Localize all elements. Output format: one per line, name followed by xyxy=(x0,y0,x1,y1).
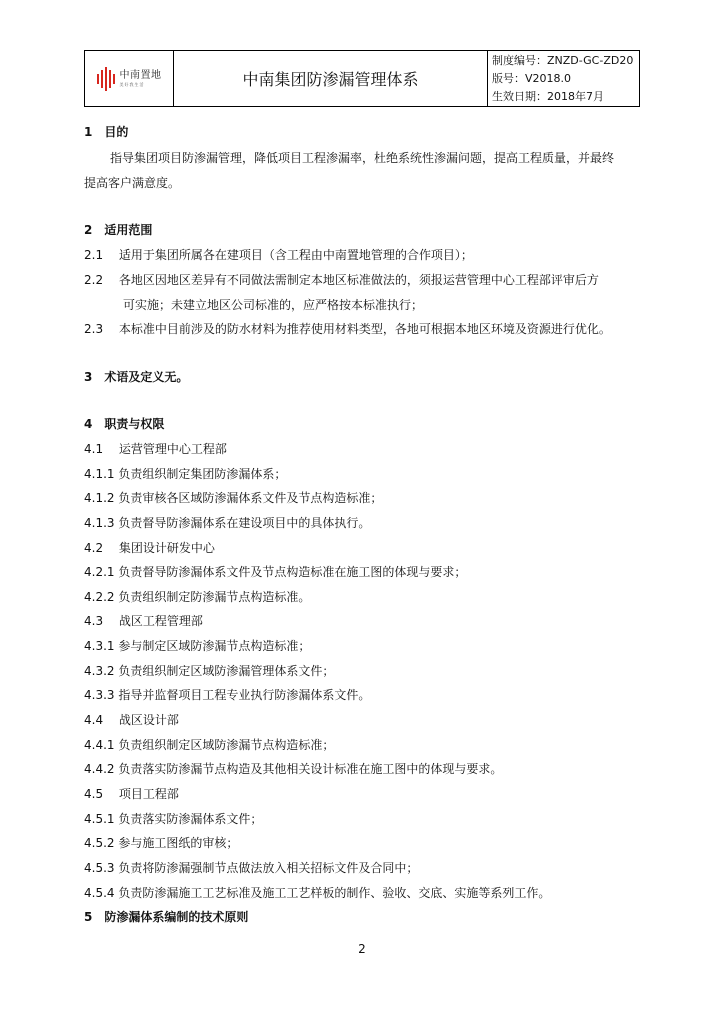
section-1-paragraph-line1: 指导集团项目防渗漏管理，降低项目工程渗漏率，杜绝系统性渗漏问题，提高工程质量，并最终 xyxy=(110,151,615,165)
document-meta xyxy=(488,51,640,107)
section-4-line: 4.1.3 负责督导防渗漏体系在建设项目中的具体执行。 xyxy=(84,516,371,530)
section-2-heading: 2 适用范围 xyxy=(84,223,153,237)
page-number: 2 xyxy=(358,942,366,956)
section-4-line: 4.5.4 负责防渗漏施工工艺标准及施工工艺样板的制作、验收、交底、实施等系列工作。 xyxy=(84,886,551,900)
section-3-heading: 3 术语及定义无。 xyxy=(84,370,189,384)
section-4-line: 4.3.1 参与制定区域防渗漏节点构造标准； xyxy=(84,639,311,653)
section-4-line: 4.2.2 负责组织制定防渗漏节点构造标准。 xyxy=(84,590,311,604)
section-4-line: 4.3 战区工程管理部 xyxy=(84,614,203,628)
section-2-item-3: 2.3 本标准中目前涉及的防水材料为推荐使用材料类型，各地可根据本地区环境及资源进行优化。 xyxy=(84,322,611,336)
section-4-line: 4.1 运营管理中心工程部 xyxy=(84,442,227,456)
section-1-heading: 1 目的 xyxy=(84,125,129,139)
section-4-line: 4.4 战区设计部 xyxy=(84,713,179,727)
document-title: 中南集团防渗漏管理体系 xyxy=(174,51,488,107)
section-4-line: 4.4.1 负责组织制定区域防渗漏节点构造标准； xyxy=(84,738,335,752)
section-4-line: 4.1.2 负责审核各区域防渗漏体系文件及节点构造标准； xyxy=(84,491,383,505)
section-4-line: 4.4.2 负责落实防渗漏节点构造及其他相关设计标准在施工图中的体现与要求。 xyxy=(84,762,503,776)
section-4-line: 4.3.3 指导并监督项目工程专业执行防渗漏体系文件。 xyxy=(84,688,371,702)
logo-mark-icon xyxy=(97,67,115,91)
section-1-paragraph-line2: 提高客户满意度。 xyxy=(84,176,181,190)
section-2-item-2-line1: 2.2 各地区因地区差异有不同做法需制定本地区标准做法的，须报运营管理中心工程部评审后方 xyxy=(84,273,599,287)
section-5-heading: 5 防渗漏体系编制的技术原则 xyxy=(84,910,249,924)
logo-cell xyxy=(85,51,174,107)
doc-version: 版号：V2018.0 xyxy=(492,71,572,85)
section-4-line: 4.3.2 负责组织制定区域防渗漏管理体系文件； xyxy=(84,664,335,678)
doc-number: 制度编号：ZNZD-GC-ZD20 xyxy=(492,53,634,67)
logo-slogan: 美好我生活 xyxy=(119,81,145,87)
section-2-item-2-line2: 可实施；未建立地区公司标准的，应严格按本标准执行； xyxy=(123,298,424,312)
section-4-line: 4.5 项目工程部 xyxy=(84,787,179,801)
section-2-item-1: 2.1 适用于集团所属各在建项目（含工程由中南置地管理的合作项目）； xyxy=(84,248,473,262)
logo-name: 中南置地 xyxy=(119,69,162,81)
section-4-heading: 4 职责与权限 xyxy=(84,417,165,431)
section-4-line: 4.5.2 参与施工图纸的审核； xyxy=(84,836,239,850)
section-4-line: 4.5.1 负责落实防渗漏体系文件； xyxy=(84,812,263,826)
company-logo xyxy=(85,67,173,91)
section-4-line: 4.1.1 负责组织制定集团防渗漏体系； xyxy=(84,467,287,481)
document-header xyxy=(84,50,640,107)
effective-date: 生效日期：2018年7月 xyxy=(492,89,604,103)
section-4-line: 4.5.3 负责将防渗漏强制节点做法放入相关招标文件及合同中； xyxy=(84,861,419,875)
section-4-line: 4.2 集团设计研发中心 xyxy=(84,541,215,555)
section-4-line: 4.2.1 负责督导防渗漏体系文件及节点构造标准在施工图的体现与要求； xyxy=(84,565,467,579)
